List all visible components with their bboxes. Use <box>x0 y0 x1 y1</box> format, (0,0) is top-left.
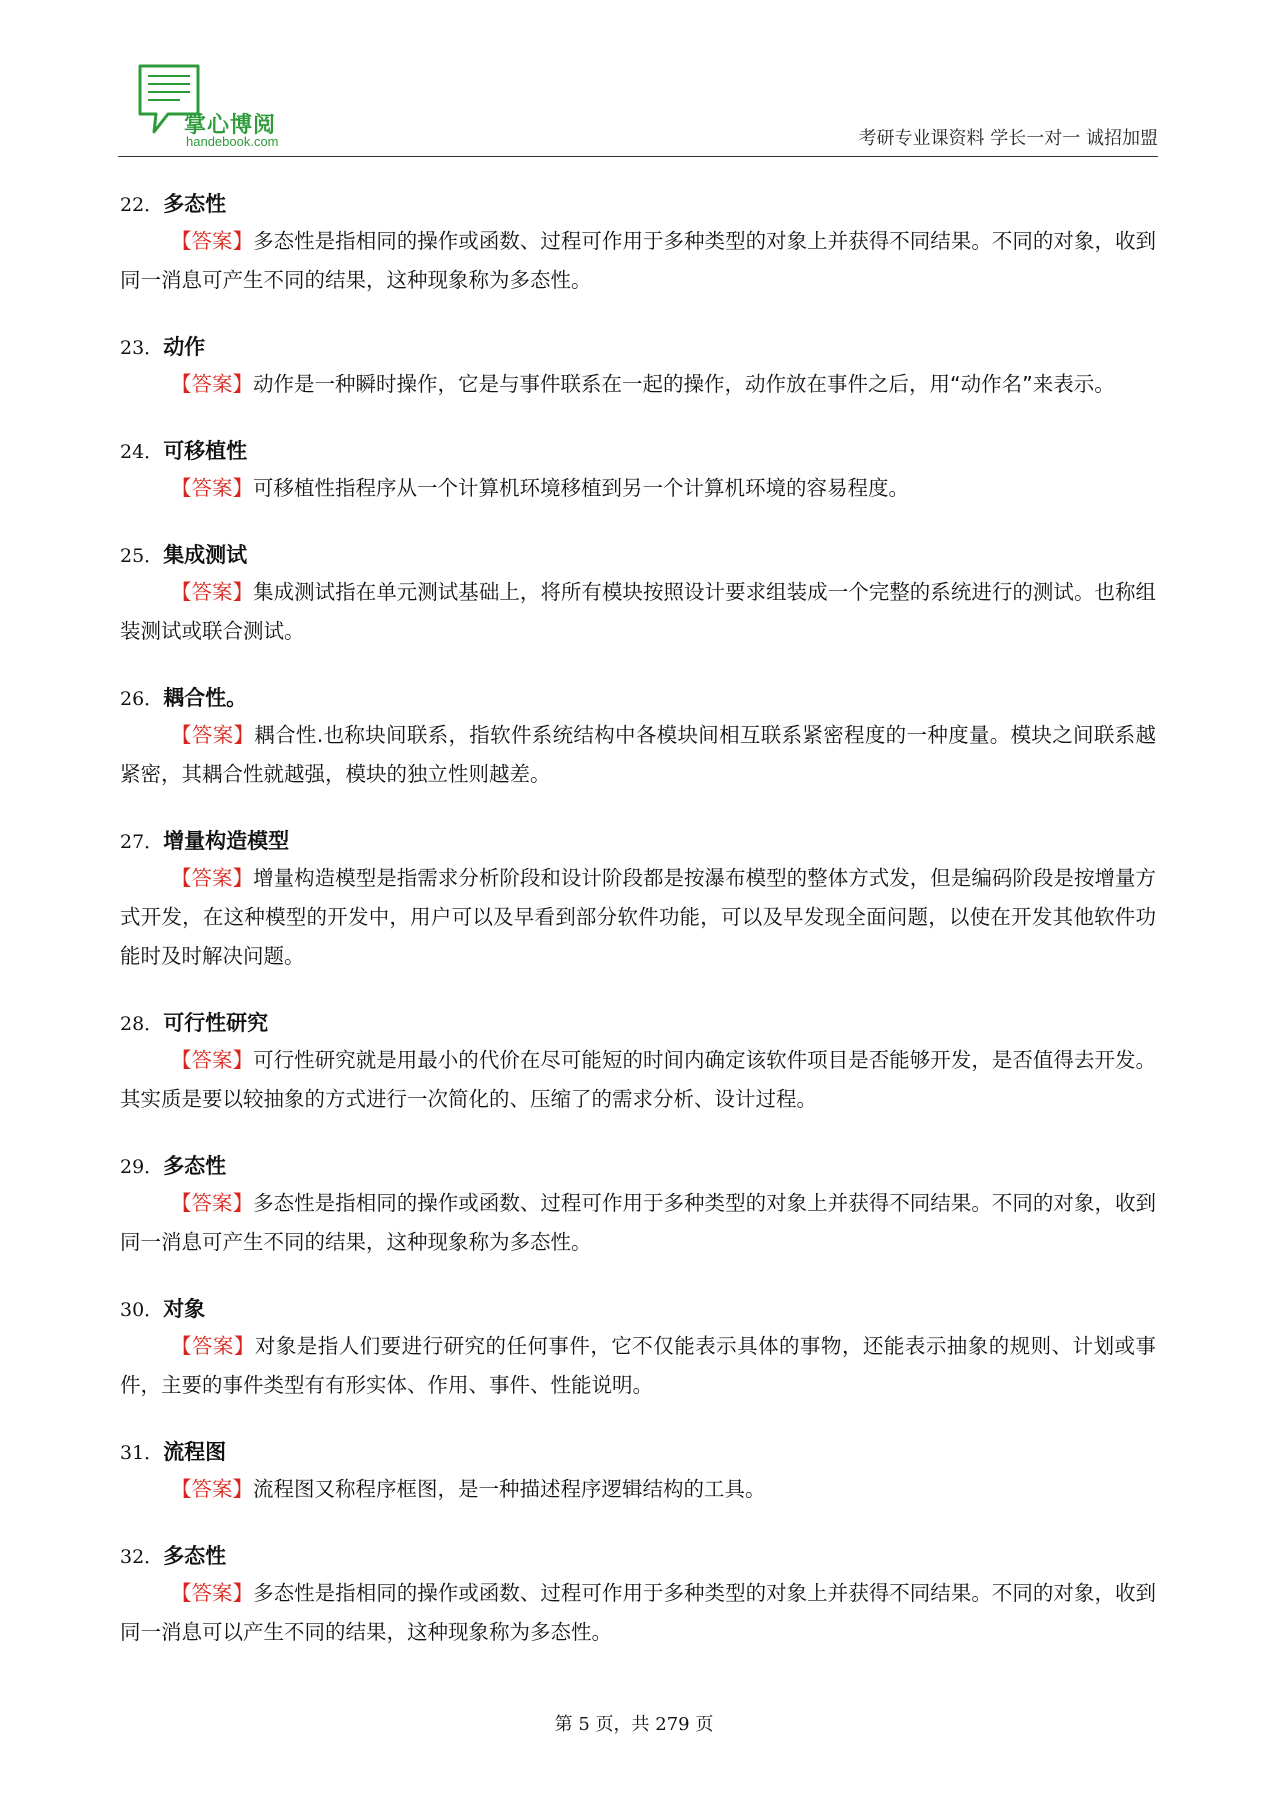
glossary-entry <box>120 1538 1156 1652</box>
page-header <box>118 58 1158 158</box>
term-heading <box>120 1148 1156 1184</box>
answer-text: 流程图又称程序框图，是一种描述程序逻辑结构的工具。 <box>253 1477 766 1501</box>
answer-tag: 【答案】 <box>171 1334 255 1358</box>
current-page-number: 5 <box>578 1714 590 1735</box>
header-divider <box>118 156 1158 157</box>
footer-suffix: 页 <box>695 1714 714 1735</box>
answer-paragraph <box>120 1327 1156 1405</box>
term-number: 22． <box>120 194 164 216</box>
glossary-entry <box>120 1148 1156 1262</box>
answer-tag: 【答案】 <box>171 372 253 396</box>
answer-text: 增量构造模型是指需求分析阶段和设计阶段都是按瀑布模型的整体方式发，但是编码阶段是按增量方式开发，在这种模型的开发中，用户可以及早看到部分软件功能，可以及早发现全面问题，以使在开发其他软件功能时及时解决问题。 <box>120 866 1157 968</box>
answer-paragraph <box>120 1470 1156 1509</box>
answer-text: 可移植性指程序从一个计算机环境移植到另一个计算机环境的容易程度。 <box>253 476 909 500</box>
answer-tag: 【答案】 <box>171 476 253 500</box>
glossary-entry <box>120 823 1156 976</box>
answer-text: 多态性是指相同的操作或函数、过程可作用于多种类型的对象上并获得不同结果。不同的对象，收到同一消息可产生不同的结果，这种现象称为多态性。 <box>120 1191 1157 1254</box>
term-heading <box>120 433 1156 469</box>
term-name: 动作 <box>163 335 206 359</box>
term-name: 可行性研究 <box>163 1011 269 1035</box>
term-number: 24． <box>120 441 164 463</box>
term-number: 30． <box>120 1299 164 1321</box>
total-pages: 279 <box>655 1714 690 1735</box>
term-heading <box>120 537 1156 573</box>
term-number: 28． <box>120 1013 164 1035</box>
answer-text: 可行性研究就是用最小的代价在尽可能短的时间内确定该软件项目是否能够开发，是否值得去开发。其实质是要以较抽象的方式进行一次简化的、压缩了的需求分析、设计过程。 <box>120 1048 1157 1111</box>
term-number: 27． <box>120 831 164 853</box>
answer-tag: 【答案】 <box>171 580 254 604</box>
term-heading <box>120 680 1156 716</box>
footer-middle: 页，共 <box>595 1714 650 1735</box>
answer-paragraph <box>120 469 1156 508</box>
term-heading <box>120 823 1156 859</box>
answer-tag: 【答案】 <box>171 1477 253 1501</box>
term-number: 31． <box>120 1442 164 1464</box>
glossary-entry <box>120 186 1156 300</box>
answer-paragraph <box>120 365 1156 404</box>
term-heading <box>120 1291 1156 1327</box>
term-number: 26． <box>120 688 164 710</box>
term-name: 增量构造模型 <box>163 829 290 853</box>
term-number: 23． <box>120 337 164 359</box>
glossary-entry <box>120 1291 1156 1405</box>
term-name: 对象 <box>163 1297 206 1321</box>
answer-tag: 【答案】 <box>171 723 255 747</box>
answer-paragraph <box>120 222 1156 300</box>
term-heading <box>120 186 1156 222</box>
term-name: 可移植性 <box>163 439 248 463</box>
term-number: 25． <box>120 545 164 567</box>
glossary-entry <box>120 537 1156 651</box>
answer-text: 多态性是指相同的操作或函数、过程可作用于多种类型的对象上并获得不同结果。不同的对象，收到同一消息可以产生不同的结果，这种现象称为多态性。 <box>120 1581 1157 1644</box>
term-number: 29． <box>120 1156 164 1178</box>
glossary-entry <box>120 433 1156 508</box>
answer-paragraph <box>120 859 1156 976</box>
page-footer <box>0 1710 1268 1736</box>
answer-text: 集成测试指在单元测试基础上，将所有模块按照设计要求组装成一个完整的系统进行的测试。也称组装测试或联合测试。 <box>120 580 1157 643</box>
term-heading <box>120 1538 1156 1574</box>
answer-paragraph <box>120 1574 1156 1652</box>
footer-prefix: 第 <box>554 1714 573 1735</box>
logo-url: handebook.com <box>186 134 279 149</box>
term-heading <box>120 1005 1156 1041</box>
answer-tag: 【答案】 <box>171 1191 254 1215</box>
term-name: 集成测试 <box>163 543 248 567</box>
header-slogan: 考研专业课资料 学长一对一 诚招加盟 <box>858 128 1158 149</box>
term-name: 耦合性。 <box>163 686 248 710</box>
answer-text: 多态性是指相同的操作或函数、过程可作用于多种类型的对象上并获得不同结果。不同的对象，收到同一消息可产生不同的结果，这种现象称为多态性。 <box>120 229 1157 292</box>
glossary-entry <box>120 329 1156 404</box>
answer-paragraph <box>120 1184 1156 1262</box>
answer-text: 耦合性.也称块间联系，指软件系统结构中各模块间相互联系紧密程度的一种度量。模块之间联系越紧密，其耦合性就越强，模块的独立性则越差。 <box>120 723 1157 786</box>
term-heading <box>120 329 1156 365</box>
answer-text: 动作是一种瞬时操作，它是与事件联系在一起的操作，动作放在事件之后，用“动作名”来表示。 <box>253 372 1115 396</box>
term-name: 流程图 <box>163 1440 227 1464</box>
term-name: 多态性 <box>163 1544 227 1568</box>
answer-paragraph <box>120 716 1156 794</box>
answer-text: 对象是指人们要进行研究的任何事件，它不仅能表示具体的事物，还能表示抽象的规则、计划或事件，主要的事件类型有有形实体、作用、事件、性能说明。 <box>120 1334 1157 1397</box>
logo-title: 掌心博阅 <box>184 113 277 138</box>
logo <box>136 62 366 152</box>
glossary-entry <box>120 1005 1156 1119</box>
glossary-content <box>120 186 1156 1681</box>
glossary-entry <box>120 1434 1156 1509</box>
answer-tag: 【答案】 <box>171 1048 254 1072</box>
glossary-entry <box>120 680 1156 794</box>
answer-paragraph <box>120 573 1156 651</box>
answer-tag: 【答案】 <box>171 1581 254 1605</box>
term-name: 多态性 <box>163 192 227 216</box>
answer-tag: 【答案】 <box>171 866 254 890</box>
term-heading <box>120 1434 1156 1470</box>
term-number: 32． <box>120 1546 164 1568</box>
answer-paragraph <box>120 1041 1156 1119</box>
answer-tag: 【答案】 <box>171 229 254 253</box>
term-name: 多态性 <box>163 1154 227 1178</box>
